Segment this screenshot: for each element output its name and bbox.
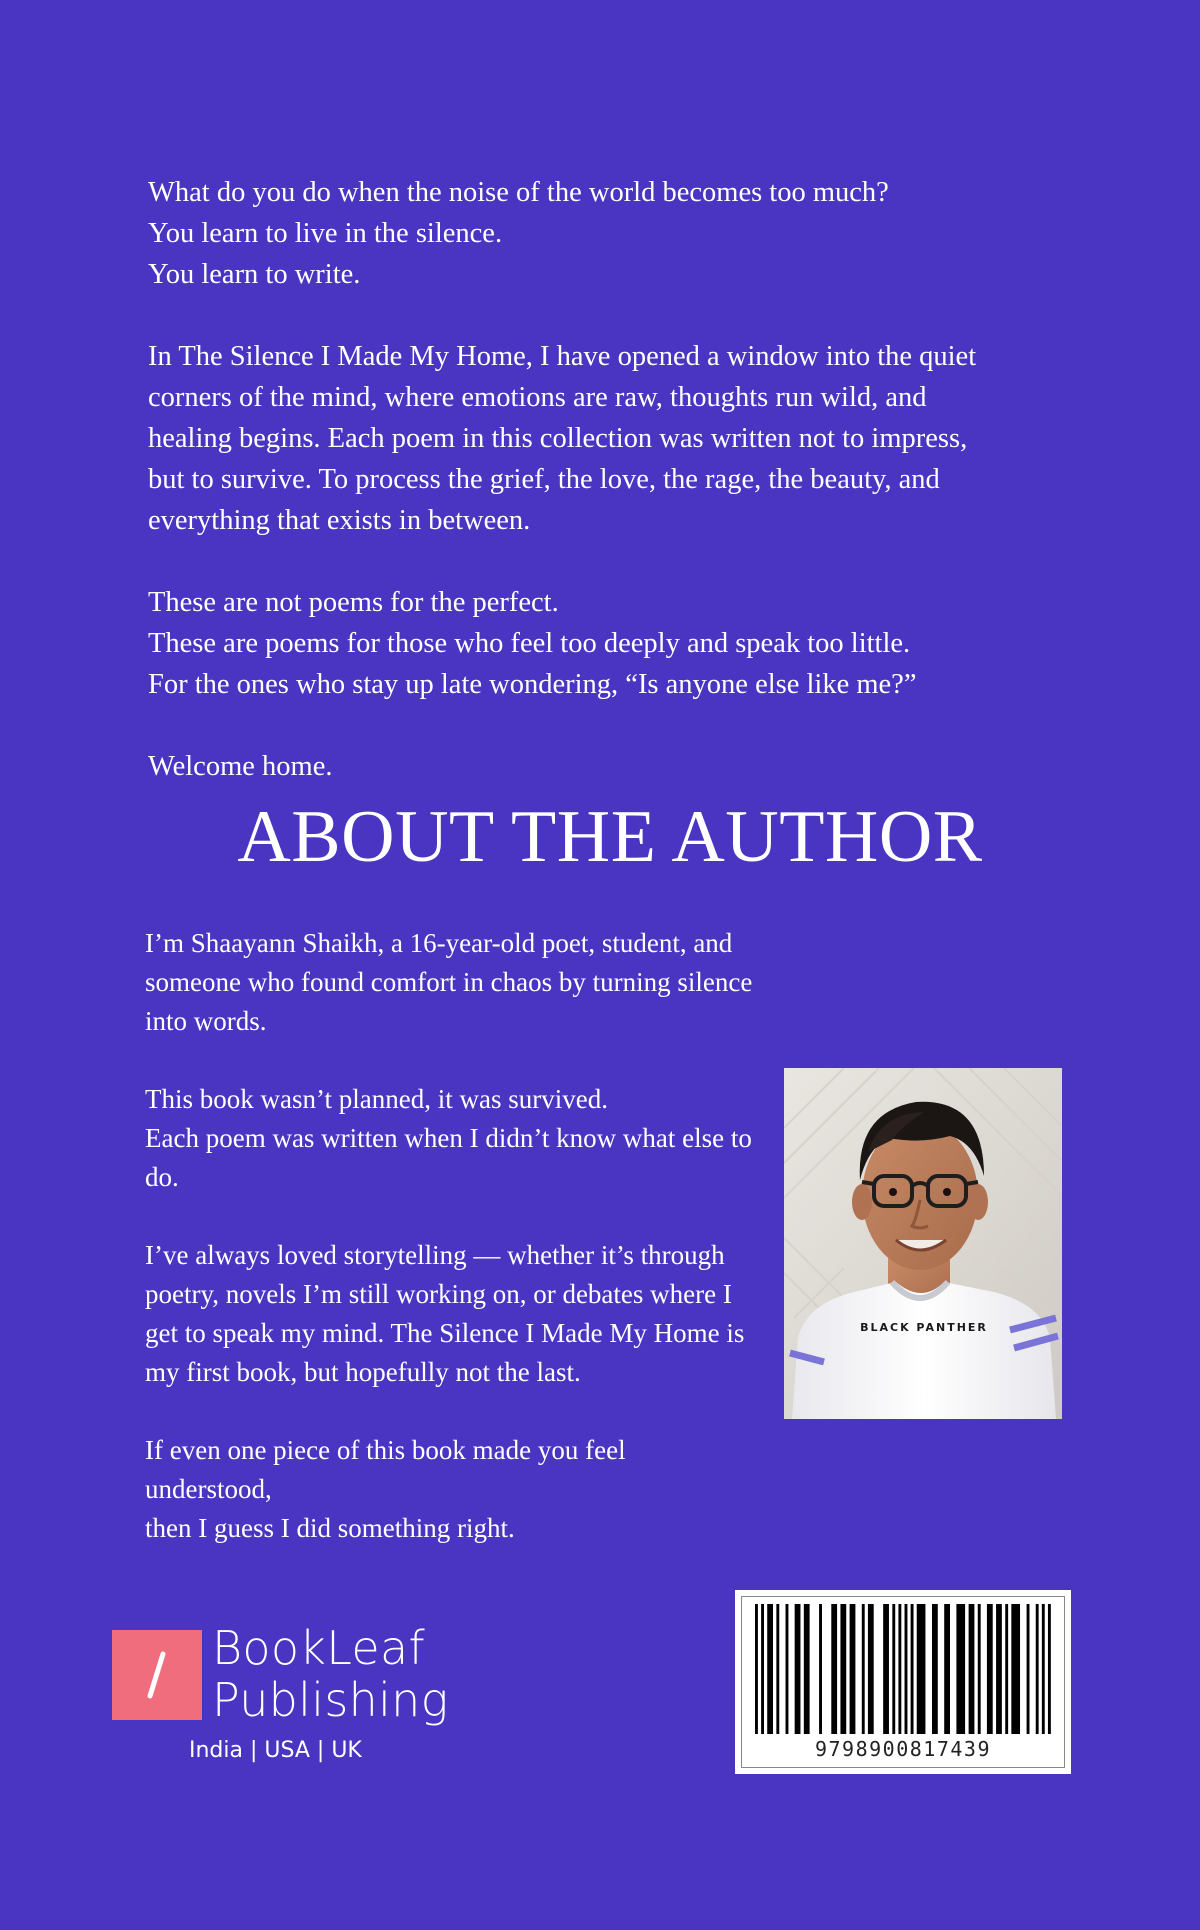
blurb-line: What do you do when the noise of the world becomes too much? xyxy=(148,177,889,208)
barcode-bar xyxy=(868,1604,874,1734)
blurb-line: You learn to write. xyxy=(148,259,361,290)
bio-line: This book wasn’t planned, it was survived. xyxy=(145,1084,608,1114)
barcode-bar xyxy=(1036,1604,1039,1734)
blurb-paragraph-3 xyxy=(148,582,1088,705)
barcode-bars xyxy=(755,1604,1051,1734)
blurb-paragraph-1 xyxy=(148,172,1088,295)
barcode-bar xyxy=(1027,1604,1030,1734)
bio-line: understood, xyxy=(145,1474,272,1504)
author-photo xyxy=(784,1068,1062,1419)
bio-line: If even one piece of this book made you feel xyxy=(145,1435,626,1465)
isbn-number: 9798900817439 xyxy=(814,1737,992,1761)
barcode-bar xyxy=(761,1604,764,1734)
blurb-line: These are not poems for the perfect. xyxy=(148,587,559,618)
blurb-line: corners of the mind, where emotions are raw, thoughts run wild, and xyxy=(148,382,927,413)
bio-line: into words. xyxy=(145,1006,267,1036)
publisher-name xyxy=(212,1622,449,1726)
blurb-paragraph-4 xyxy=(148,746,1088,787)
bio-paragraph-1 xyxy=(145,924,785,1041)
publisher-regions: India | USA | UK xyxy=(189,1738,362,1763)
barcode-bar xyxy=(956,1604,965,1734)
bio-line: get to speak my mind. The Silence I Made My Home is xyxy=(145,1318,745,1348)
bio-line: do. xyxy=(145,1162,179,1192)
barcode-bar xyxy=(1048,1604,1051,1734)
blurb-line: For the ones who stay up late wondering, “Is anyone else like me?” xyxy=(148,669,917,700)
barcode-bar xyxy=(932,1604,938,1734)
barcode-bar xyxy=(969,1604,975,1734)
bio-paragraph-4 xyxy=(145,1431,785,1548)
barcode-bar xyxy=(819,1604,822,1734)
barcode-bar xyxy=(1011,1604,1020,1734)
barcode-bar xyxy=(831,1604,837,1734)
barcode-bar xyxy=(892,1604,895,1734)
publisher-name-line-2: Publishing xyxy=(212,1673,449,1727)
blurb-line: You learn to live in the silence. xyxy=(148,218,503,249)
barcode-bar xyxy=(776,1604,779,1734)
blurb-line: everything that exists in between. xyxy=(148,505,531,536)
blurb-line: These are poems for those who feel too deeply and speak too little. xyxy=(148,628,911,659)
barcode-bar xyxy=(767,1604,773,1734)
barcode-bar xyxy=(996,1604,1002,1734)
barcode-bar xyxy=(917,1604,926,1734)
bio-paragraph-3 xyxy=(145,1236,785,1392)
blurb-paragraph-2 xyxy=(148,336,1088,541)
slash-icon xyxy=(150,1654,163,1696)
bio-line: Each poem was written when I didn’t know what else to xyxy=(145,1123,752,1153)
barcode-bar xyxy=(755,1604,758,1734)
about-author-heading: ABOUT THE AUTHOR xyxy=(237,796,983,878)
shirt-print-text: BLACK PANTHER xyxy=(860,1321,988,1334)
barcode-bar xyxy=(795,1604,801,1734)
barcode-bar xyxy=(786,1604,789,1734)
bio-line: I’ve always loved storytelling — whether it’s through xyxy=(145,1240,725,1270)
blurb-line: healing begins. Each poem in this collection was written not to impress, xyxy=(148,423,968,454)
barcode-bar xyxy=(944,1604,950,1734)
bio-paragraph-2 xyxy=(145,1080,785,1197)
blurb-line: Welcome home. xyxy=(148,751,333,782)
publisher-logo-mark xyxy=(112,1630,202,1720)
barcode-bar xyxy=(987,1604,993,1734)
bio-line: someone who found comfort in chaos by turning silence xyxy=(145,967,753,997)
blurb-line: In The Silence I Made My Home, I have opened a window into the quiet xyxy=(148,341,977,372)
isbn-barcode xyxy=(735,1590,1071,1774)
back-cover-blurb xyxy=(148,172,1088,787)
bio-line: poetry, novels I’m still working on, or debates where I xyxy=(145,1279,732,1309)
barcode-bar xyxy=(850,1604,856,1734)
publisher-name-line-1: BookLeaf xyxy=(212,1621,425,1675)
barcode-bar xyxy=(862,1604,865,1734)
barcode-bar xyxy=(840,1604,846,1734)
barcode-bar xyxy=(905,1604,908,1734)
author-bio xyxy=(145,924,785,1548)
bio-line: my first book, but hopefully not the last. xyxy=(145,1357,581,1387)
barcode-bar xyxy=(1042,1604,1045,1734)
barcode-bar xyxy=(978,1604,981,1734)
bio-line: then I guess I did something right. xyxy=(145,1513,515,1543)
barcode-bar xyxy=(883,1604,889,1734)
barcode-bar xyxy=(1005,1604,1008,1734)
bio-line: I’m Shaayann Shaikh, a 16-year-old poet, student, and xyxy=(145,928,733,958)
blurb-line: but to survive. To process the grief, the love, the rage, the beauty, and xyxy=(148,464,940,495)
barcode-bar xyxy=(911,1604,914,1734)
barcode-bar xyxy=(898,1604,901,1734)
barcode-bar xyxy=(804,1604,810,1734)
